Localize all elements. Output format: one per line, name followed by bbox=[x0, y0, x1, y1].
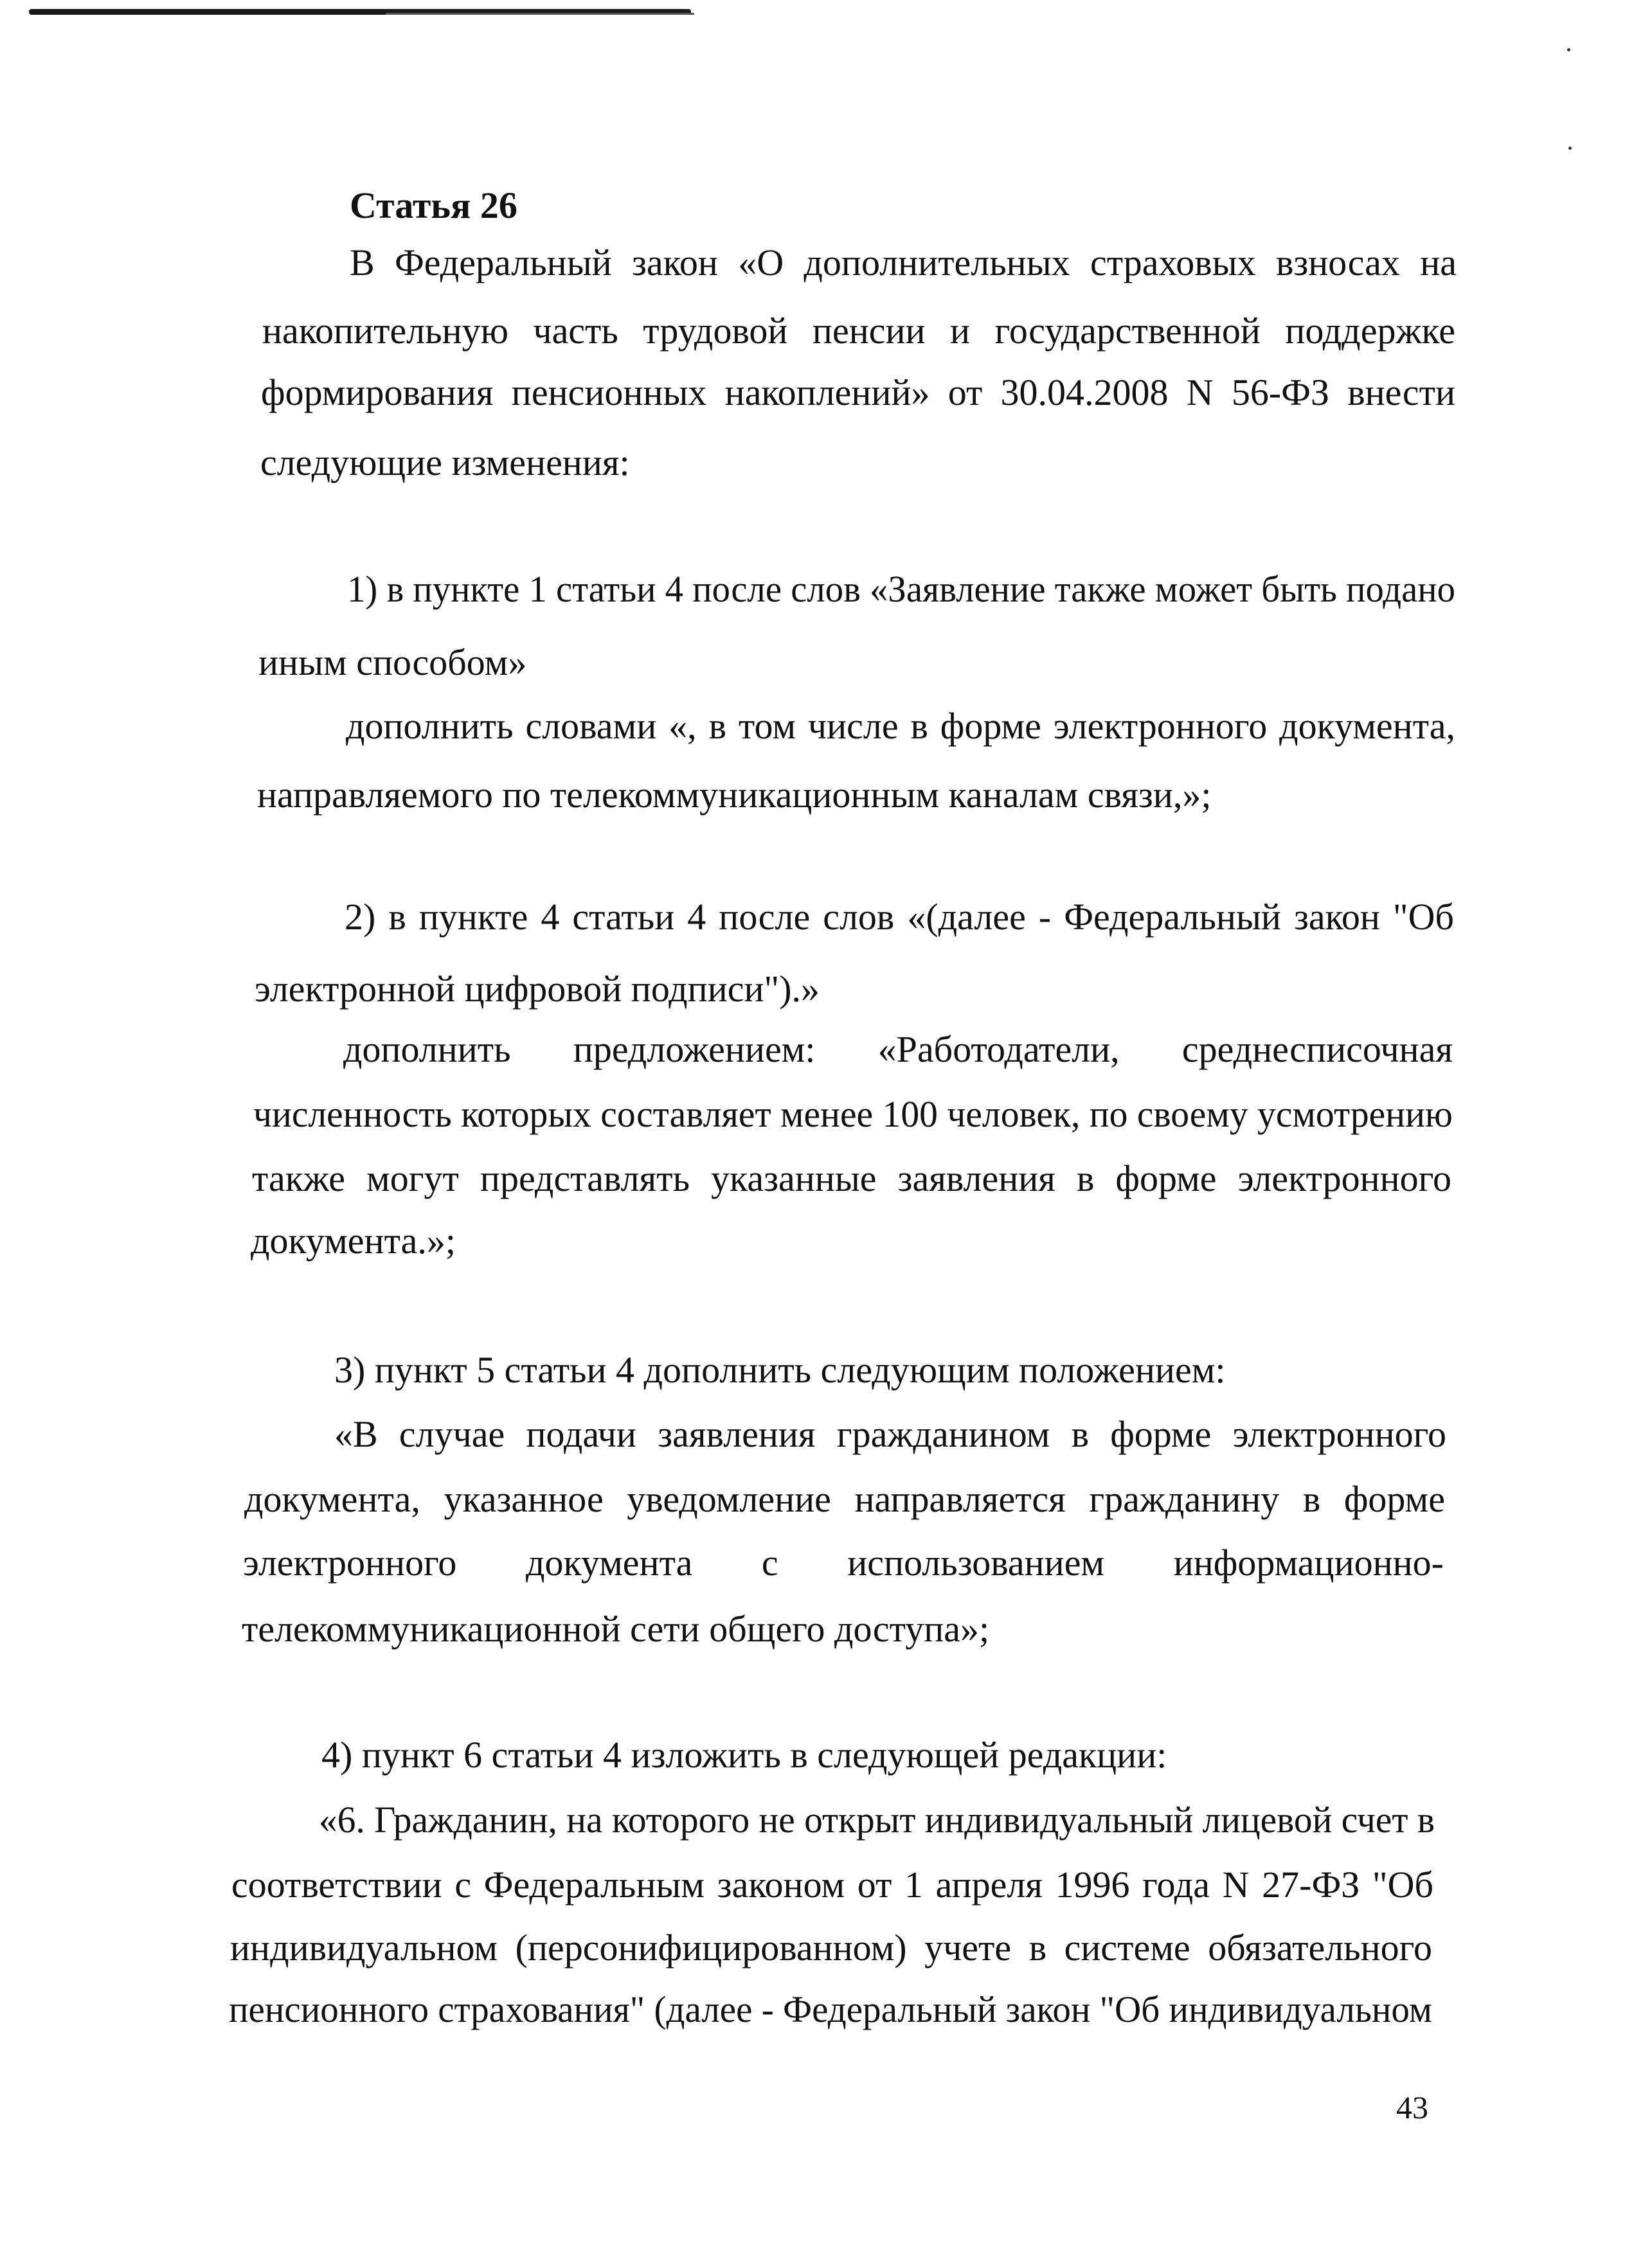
text-line: 1) в пункте 1 статьи 4 после слов «Заявление также может быть подано bbox=[347, 568, 1455, 610]
text-line: также могут представлять указанные заявления в форме электронного bbox=[252, 1157, 1451, 1199]
scan-speck bbox=[1568, 147, 1572, 150]
text-line: «В случае подачи заявления гражданином в форме электронного bbox=[334, 1413, 1446, 1455]
text-line: соответствии с Федеральным законом от 1 апреля 1996 года N 27-ФЗ "Об bbox=[231, 1864, 1433, 1906]
text-line: пенсионного страхования" (далее - Федеральный закон "Об индивидуальном bbox=[229, 1988, 1432, 2030]
text-line: дополнить словами «, в том числе в форме электронного документа, bbox=[346, 705, 1455, 747]
text-line: документа.»; bbox=[251, 1220, 456, 1262]
text-line: В Федеральный закон «О дополнительных страховых взносах на bbox=[350, 242, 1457, 283]
scan-speck bbox=[1567, 48, 1570, 51]
text-line: накопительную часть трудовой пенсии и государственной поддержке bbox=[262, 310, 1455, 352]
text-line: формирования пенсионных накоплений» от 30.04.2008 N 56-ФЗ внести bbox=[261, 371, 1455, 413]
text-line: 2) в пункте 4 статьи 4 после слов «(далее - Федеральный закон "Об bbox=[345, 896, 1454, 938]
text-line: следующие изменения: bbox=[260, 442, 630, 483]
text-line: 3) пункт 5 статьи 4 дополнить следующим положением: bbox=[334, 1349, 1226, 1391]
text-line: дополнить предложением: «Работодатели, среднесписочная bbox=[343, 1028, 1453, 1070]
text-line: телекоммуникационной сети общего доступа»; bbox=[242, 1608, 990, 1650]
text-line: документа, указанное уведомление направляется гражданину в форме bbox=[244, 1478, 1445, 1520]
text-line: «6. Гражданин, на которого не открыт индивидуальный лицевой счет в bbox=[319, 1799, 1435, 1841]
article-heading: Статья 26 bbox=[350, 184, 517, 226]
text-line: численность которых составляет менее 100 человек, по своему усмотрению bbox=[253, 1093, 1453, 1135]
text-line: направляемого по телекоммуникационным каналам связи,»; bbox=[257, 774, 1212, 816]
text-line: индивидуальном (персонифицированном) учете в системе обязательного bbox=[230, 1927, 1432, 1969]
text-line: иным способом» bbox=[258, 641, 527, 683]
text-line: электронного документа с использованием информационно- bbox=[243, 1542, 1444, 1584]
page-number: 43 bbox=[1396, 2089, 1428, 2125]
text-line: 4) пункт 6 статьи 4 изложить в следующей редакции: bbox=[321, 1734, 1167, 1776]
scan-edge-mark bbox=[386, 13, 694, 15]
text-line: электронной цифровой подписи").» bbox=[255, 968, 820, 1010]
